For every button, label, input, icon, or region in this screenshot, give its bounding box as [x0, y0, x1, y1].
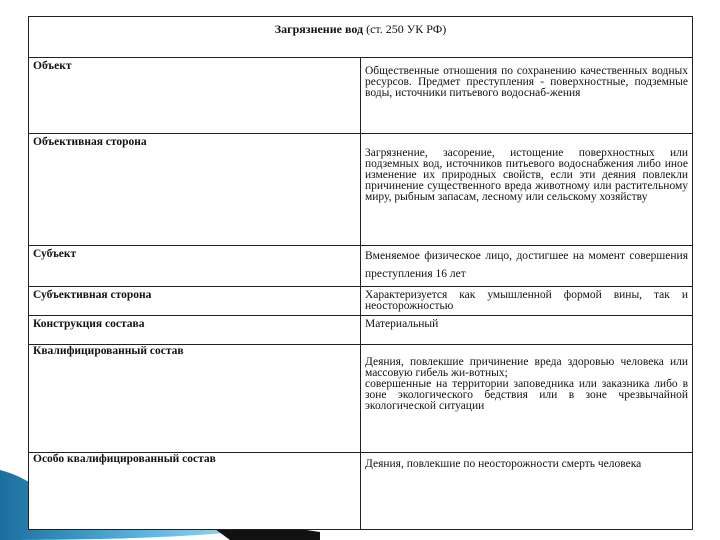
row-text-content: Характеризуется как умышленной формой вины, так и неосторожностью — [365, 289, 688, 312]
row-label: Особо квалифицированный состав — [29, 453, 361, 530]
table-row — [29, 345, 693, 453]
table-row — [29, 453, 693, 530]
table-title — [29, 17, 693, 58]
table-row — [29, 134, 693, 246]
title-article: (ст. 250 УК РФ) — [363, 22, 447, 36]
row-text — [361, 316, 693, 345]
row-text — [361, 246, 693, 287]
row-text-content-2: совершенные на территории заповедника или заказника либо в зоне экологического бедствия или в зоне чрезвычайной экологической ситуации — [365, 378, 688, 412]
row-label: Субъект — [29, 246, 361, 287]
title-bold: Загрязнение вод — [274, 22, 364, 36]
row-label: Объект — [29, 58, 361, 134]
crime-composition-table — [28, 16, 693, 530]
row-text-content: Деяния, повлекшие по неосторожности смерть человека — [365, 458, 642, 470]
row-label: Субъективная сторона — [29, 287, 361, 316]
table-row — [29, 58, 693, 134]
row-text — [361, 287, 693, 316]
row-text — [361, 134, 693, 246]
row-text-content: Вменяемое физическое лицо, достигшее на момент совершения преступления 16 лет — [365, 250, 688, 280]
table-header-row — [29, 17, 693, 58]
table-row — [29, 316, 693, 345]
row-text — [361, 453, 693, 530]
row-text — [361, 58, 693, 134]
table-row — [29, 287, 693, 316]
row-label: Объективная сторона — [29, 134, 361, 246]
row-label: Конструкция состава — [29, 316, 361, 345]
row-text-content: Материальный — [365, 318, 439, 330]
row-text-content: Общественные отношения по сохранению качественных водных ресурсов. Предмет преступления - поверхностные, подземные воды, источники питьевого водоснаб-жения — [365, 65, 688, 99]
row-text-content: Деяния, повлекшие причинение вреда здоровью человека или массовую гибель жи-вотных; — [365, 356, 688, 379]
row-text — [361, 345, 693, 453]
table-row — [29, 246, 693, 287]
row-label: Квалифицированный состав — [29, 345, 361, 453]
row-text-content: Загрязнение, засорение, истощение поверхностных или подземных вод, источников питьевого водоснабжения либо иное изменение их природных свойств, если эти деяния повлекли причинение существенного вреда животному или растительному миру, рыбным запасам, лесному или сельскому хозяйству — [365, 147, 688, 203]
